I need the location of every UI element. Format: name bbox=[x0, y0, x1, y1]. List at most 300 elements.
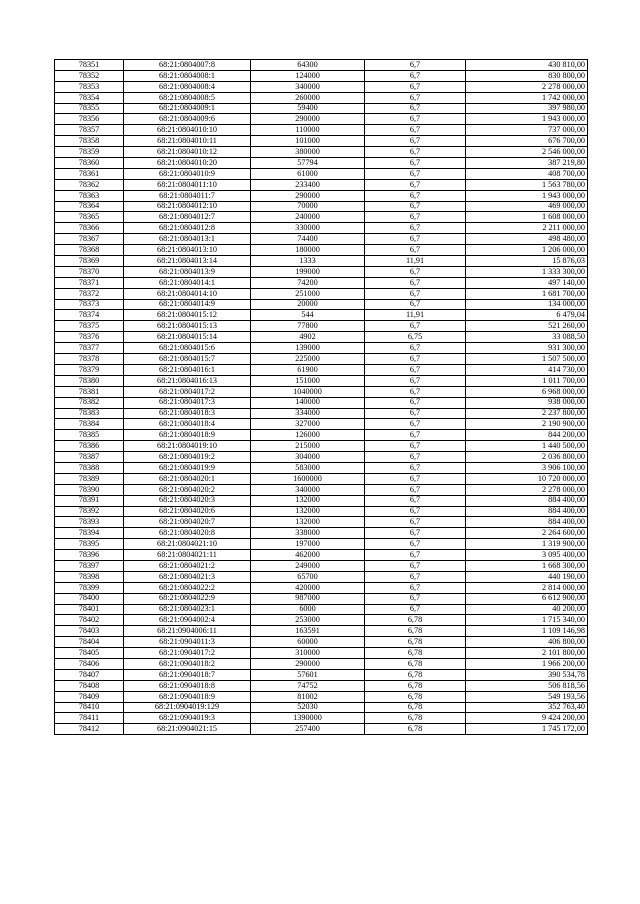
cell-cadastral-number: 68:21:0804022:9 bbox=[124, 593, 251, 604]
cell-cadastral-number: 68:21:0904021:15 bbox=[124, 724, 251, 735]
cell-amount: 2 211 000,00 bbox=[466, 223, 588, 234]
cell-cadastral-number: 68:21:0804013:9 bbox=[124, 266, 251, 277]
cell-amount: 397 980,00 bbox=[466, 103, 588, 114]
cell-cadastral-number: 68:21:0804019:9 bbox=[124, 462, 251, 473]
cell-area: 338000 bbox=[251, 528, 365, 539]
cell-cadastral-number: 68:21:0804013:10 bbox=[124, 245, 251, 256]
table-row bbox=[55, 92, 588, 103]
cell-area: 163591 bbox=[251, 626, 365, 637]
cell-amount: 2 546 000,00 bbox=[466, 147, 588, 158]
cell-amount: 676 700,00 bbox=[466, 136, 588, 147]
cell-cadastral-number: 68:21:0904017:2 bbox=[124, 648, 251, 659]
cell-amount: 498 480,00 bbox=[466, 234, 588, 245]
table-row bbox=[55, 70, 588, 81]
table-row bbox=[55, 484, 588, 495]
cell-rate: 6,7 bbox=[365, 223, 466, 234]
table-row bbox=[55, 310, 588, 321]
table-row bbox=[55, 212, 588, 223]
table-row bbox=[55, 604, 588, 615]
cell-cadastral-number: 68:21:0804019:10 bbox=[124, 441, 251, 452]
cell-row-number: 78376 bbox=[55, 332, 124, 343]
cell-area: 330000 bbox=[251, 223, 365, 234]
cell-cadastral-number: 68:21:0804017:3 bbox=[124, 397, 251, 408]
cell-amount: 352 763,40 bbox=[466, 702, 588, 713]
cell-rate: 6,7 bbox=[365, 158, 466, 169]
cell-cadastral-number: 68:21:0804015:14 bbox=[124, 332, 251, 343]
land-registry-table bbox=[54, 59, 588, 735]
cell-area: 240000 bbox=[251, 212, 365, 223]
cell-row-number: 78381 bbox=[55, 386, 124, 397]
cell-rate: 6,7 bbox=[365, 92, 466, 103]
cell-cadastral-number: 68:21:0904002:4 bbox=[124, 615, 251, 626]
table-row bbox=[55, 299, 588, 310]
cell-rate: 6,7 bbox=[365, 408, 466, 419]
table-row bbox=[55, 702, 588, 713]
cell-rate: 6,7 bbox=[365, 430, 466, 441]
cell-rate: 6,7 bbox=[365, 147, 466, 158]
cell-area: 61900 bbox=[251, 364, 365, 375]
cell-row-number: 78369 bbox=[55, 256, 124, 267]
table-row bbox=[55, 223, 588, 234]
cell-rate: 6,7 bbox=[365, 190, 466, 201]
cell-area: 334000 bbox=[251, 408, 365, 419]
cell-row-number: 78383 bbox=[55, 408, 124, 419]
cell-cadastral-number: 68:21:0804021:10 bbox=[124, 539, 251, 550]
cell-cadastral-number: 68:21:0804012:8 bbox=[124, 223, 251, 234]
table-row bbox=[55, 375, 588, 386]
cell-area: 340000 bbox=[251, 81, 365, 92]
cell-cadastral-number: 68:21:0904011:3 bbox=[124, 637, 251, 648]
table-row bbox=[55, 691, 588, 702]
cell-area: 1600000 bbox=[251, 473, 365, 484]
cell-cadastral-number: 68:21:0804020:2 bbox=[124, 484, 251, 495]
cell-cadastral-number: 68:21:0804008:5 bbox=[124, 92, 251, 103]
cell-row-number: 78402 bbox=[55, 615, 124, 626]
table-row bbox=[55, 158, 588, 169]
cell-rate: 6,7 bbox=[365, 473, 466, 484]
cell-cadastral-number: 68:21:0804013:14 bbox=[124, 256, 251, 267]
cell-row-number: 78359 bbox=[55, 147, 124, 158]
cell-cadastral-number: 68:21:0804021:3 bbox=[124, 571, 251, 582]
cell-rate: 6,7 bbox=[365, 593, 466, 604]
cell-cadastral-number: 68:21:0804020:1 bbox=[124, 473, 251, 484]
table-row bbox=[55, 125, 588, 136]
cell-row-number: 78391 bbox=[55, 495, 124, 506]
cell-amount: 497 140,00 bbox=[466, 277, 588, 288]
cell-rate: 6,7 bbox=[365, 539, 466, 550]
table-row bbox=[55, 517, 588, 528]
cell-area: 249000 bbox=[251, 560, 365, 571]
cell-rate: 6,7 bbox=[365, 354, 466, 365]
cell-area: 253000 bbox=[251, 615, 365, 626]
cell-area: 60000 bbox=[251, 637, 365, 648]
table-row bbox=[55, 408, 588, 419]
cell-row-number: 78379 bbox=[55, 364, 124, 375]
cell-amount: 3 095 400,00 bbox=[466, 550, 588, 561]
cell-amount: 2 036 800,00 bbox=[466, 452, 588, 463]
cell-area: 139000 bbox=[251, 343, 365, 354]
cell-rate: 6,7 bbox=[365, 397, 466, 408]
cell-area: 6000 bbox=[251, 604, 365, 615]
cell-row-number: 78382 bbox=[55, 397, 124, 408]
cell-rate: 6,7 bbox=[365, 484, 466, 495]
cell-cadastral-number: 68:21:0804020:6 bbox=[124, 506, 251, 517]
cell-rate: 6,78 bbox=[365, 637, 466, 648]
cell-area: 310000 bbox=[251, 648, 365, 659]
cell-row-number: 78394 bbox=[55, 528, 124, 539]
cell-row-number: 78364 bbox=[55, 201, 124, 212]
cell-row-number: 78363 bbox=[55, 190, 124, 201]
table-row bbox=[55, 430, 588, 441]
table-row bbox=[55, 354, 588, 365]
cell-area: 57601 bbox=[251, 669, 365, 680]
cell-area: 583000 bbox=[251, 462, 365, 473]
cell-amount: 938 000,00 bbox=[466, 397, 588, 408]
cell-amount: 387 219,80 bbox=[466, 158, 588, 169]
cell-amount: 737 000,00 bbox=[466, 125, 588, 136]
cell-area: 180000 bbox=[251, 245, 365, 256]
cell-rate: 6,7 bbox=[365, 571, 466, 582]
cell-rate: 6,7 bbox=[365, 103, 466, 114]
cell-row-number: 78400 bbox=[55, 593, 124, 604]
cell-cadastral-number: 68:21:0804008:4 bbox=[124, 81, 251, 92]
cell-rate: 6,7 bbox=[365, 375, 466, 386]
cell-cadastral-number: 68:21:0804016:1 bbox=[124, 364, 251, 375]
cell-rate: 6,7 bbox=[365, 550, 466, 561]
cell-row-number: 78390 bbox=[55, 484, 124, 495]
table-row bbox=[55, 397, 588, 408]
cell-area: 101000 bbox=[251, 136, 365, 147]
table-row bbox=[55, 473, 588, 484]
cell-rate: 6,7 bbox=[365, 288, 466, 299]
cell-area: 462000 bbox=[251, 550, 365, 561]
cell-rate: 6,7 bbox=[365, 582, 466, 593]
cell-rate: 6,7 bbox=[365, 528, 466, 539]
cell-amount: 40 200,00 bbox=[466, 604, 588, 615]
cell-area: 132000 bbox=[251, 506, 365, 517]
cell-rate: 6,7 bbox=[365, 114, 466, 125]
cell-rate: 6,78 bbox=[365, 626, 466, 637]
cell-area: 132000 bbox=[251, 517, 365, 528]
cell-amount: 134 000,00 bbox=[466, 299, 588, 310]
cell-cadastral-number: 68:21:0804014:9 bbox=[124, 299, 251, 310]
cell-area: 61000 bbox=[251, 168, 365, 179]
cell-row-number: 78360 bbox=[55, 158, 124, 169]
cell-area: 544 bbox=[251, 310, 365, 321]
cell-area: 340000 bbox=[251, 484, 365, 495]
cell-row-number: 78368 bbox=[55, 245, 124, 256]
cell-area: 20000 bbox=[251, 299, 365, 310]
cell-amount: 1 440 500,00 bbox=[466, 441, 588, 452]
cell-cadastral-number: 68:21:0904019:3 bbox=[124, 713, 251, 724]
cell-rate: 6,7 bbox=[365, 604, 466, 615]
cell-rate: 6,7 bbox=[365, 441, 466, 452]
cell-rate: 6,7 bbox=[365, 60, 466, 71]
cell-rate: 6,78 bbox=[365, 702, 466, 713]
cell-row-number: 78358 bbox=[55, 136, 124, 147]
cell-row-number: 78374 bbox=[55, 310, 124, 321]
cell-row-number: 78395 bbox=[55, 539, 124, 550]
cell-row-number: 78372 bbox=[55, 288, 124, 299]
cell-rate: 11,91 bbox=[365, 256, 466, 267]
table-row bbox=[55, 245, 588, 256]
cell-area: 260000 bbox=[251, 92, 365, 103]
table-row bbox=[55, 343, 588, 354]
cell-rate: 6,7 bbox=[365, 245, 466, 256]
cell-cadastral-number: 68:21:0804020:7 bbox=[124, 517, 251, 528]
cell-area: 4902 bbox=[251, 332, 365, 343]
cell-cadastral-number: 68:21:0904019:129 bbox=[124, 702, 251, 713]
cell-row-number: 78389 bbox=[55, 473, 124, 484]
cell-rate: 6,7 bbox=[365, 136, 466, 147]
cell-amount: 9 424 200,00 bbox=[466, 713, 588, 724]
cell-cadastral-number: 68:21:0904018:7 bbox=[124, 669, 251, 680]
cell-amount: 1 563 780,00 bbox=[466, 179, 588, 190]
cell-area: 124000 bbox=[251, 70, 365, 81]
cell-area: 151000 bbox=[251, 375, 365, 386]
cell-amount: 1 966 200,00 bbox=[466, 658, 588, 669]
cell-row-number: 78377 bbox=[55, 343, 124, 354]
cell-amount: 1 668 300,00 bbox=[466, 560, 588, 571]
cell-row-number: 78398 bbox=[55, 571, 124, 582]
cell-amount: 844 200,00 bbox=[466, 430, 588, 441]
cell-rate: 6,7 bbox=[365, 343, 466, 354]
cell-area: 290000 bbox=[251, 190, 365, 201]
cell-rate: 6,7 bbox=[365, 517, 466, 528]
cell-amount: 406 800,00 bbox=[466, 637, 588, 648]
cell-rate: 11,91 bbox=[365, 310, 466, 321]
cell-cadastral-number: 68:21:0904018:9 bbox=[124, 691, 251, 702]
cell-amount: 2 278 000,00 bbox=[466, 81, 588, 92]
cell-row-number: 78388 bbox=[55, 462, 124, 473]
cell-rate: 6,7 bbox=[365, 179, 466, 190]
cell-area: 987000 bbox=[251, 593, 365, 604]
cell-rate: 6,7 bbox=[365, 125, 466, 136]
cell-rate: 6,78 bbox=[365, 691, 466, 702]
table-row bbox=[55, 452, 588, 463]
table-row bbox=[55, 277, 588, 288]
cell-rate: 6,7 bbox=[365, 266, 466, 277]
cell-amount: 1 319 900,00 bbox=[466, 539, 588, 550]
cell-cadastral-number: 68:21:0804021:2 bbox=[124, 560, 251, 571]
cell-row-number: 78361 bbox=[55, 168, 124, 179]
cell-row-number: 78373 bbox=[55, 299, 124, 310]
cell-area: 57794 bbox=[251, 158, 365, 169]
cell-area: 199000 bbox=[251, 266, 365, 277]
cell-cadastral-number: 68:21:0804010:10 bbox=[124, 125, 251, 136]
cell-area: 233400 bbox=[251, 179, 365, 190]
cell-amount: 884 400,00 bbox=[466, 517, 588, 528]
cell-cadastral-number: 68:21:0804018:3 bbox=[124, 408, 251, 419]
cell-rate: 6,7 bbox=[365, 452, 466, 463]
cell-cadastral-number: 68:21:0804010:12 bbox=[124, 147, 251, 158]
cell-cadastral-number: 68:21:0804011:10 bbox=[124, 179, 251, 190]
cell-row-number: 78405 bbox=[55, 648, 124, 659]
cell-amount: 2 101 800,00 bbox=[466, 648, 588, 659]
cell-amount: 1 333 300,00 bbox=[466, 266, 588, 277]
cell-amount: 469 000,00 bbox=[466, 201, 588, 212]
cell-area: 64300 bbox=[251, 60, 365, 71]
cell-cadastral-number: 68:21:0904018:8 bbox=[124, 680, 251, 691]
cell-amount: 1 745 172,00 bbox=[466, 724, 588, 735]
cell-rate: 6,78 bbox=[365, 648, 466, 659]
cell-area: 140000 bbox=[251, 397, 365, 408]
cell-area: 380000 bbox=[251, 147, 365, 158]
cell-cadastral-number: 68:21:0904006:11 bbox=[124, 626, 251, 637]
cell-area: 257400 bbox=[251, 724, 365, 735]
table-row bbox=[55, 168, 588, 179]
cell-area: 290000 bbox=[251, 114, 365, 125]
cell-cadastral-number: 68:21:0804018:4 bbox=[124, 419, 251, 430]
table-row bbox=[55, 266, 588, 277]
table-row bbox=[55, 626, 588, 637]
cell-amount: 1 742 000,00 bbox=[466, 92, 588, 103]
cell-amount: 6 479,04 bbox=[466, 310, 588, 321]
cell-cadastral-number: 68:21:0804012:10 bbox=[124, 201, 251, 212]
table-row bbox=[55, 81, 588, 92]
cell-row-number: 78380 bbox=[55, 375, 124, 386]
cell-cadastral-number: 68:21:0804013:1 bbox=[124, 234, 251, 245]
cell-amount: 2 237 800,00 bbox=[466, 408, 588, 419]
cell-cadastral-number: 68:21:0804015:7 bbox=[124, 354, 251, 365]
cell-cadastral-number: 68:21:0804015:12 bbox=[124, 310, 251, 321]
cell-row-number: 78387 bbox=[55, 452, 124, 463]
cell-amount: 430 810,00 bbox=[466, 60, 588, 71]
cell-area: 77800 bbox=[251, 321, 365, 332]
cell-rate: 6,78 bbox=[365, 713, 466, 724]
table-row bbox=[55, 648, 588, 659]
cell-amount: 1 943 000,00 bbox=[466, 114, 588, 125]
cell-rate: 6,7 bbox=[365, 168, 466, 179]
cell-row-number: 78412 bbox=[55, 724, 124, 735]
cell-cadastral-number: 68:21:0804015:6 bbox=[124, 343, 251, 354]
table-row bbox=[55, 364, 588, 375]
cell-amount: 3 906 100,00 bbox=[466, 462, 588, 473]
cell-row-number: 78406 bbox=[55, 658, 124, 669]
cell-amount: 884 400,00 bbox=[466, 506, 588, 517]
cell-row-number: 78351 bbox=[55, 60, 124, 71]
cell-rate: 6,7 bbox=[365, 70, 466, 81]
cell-cadastral-number: 68:21:0804007:8 bbox=[124, 60, 251, 71]
table-row bbox=[55, 201, 588, 212]
cell-amount: 10 720 000,00 bbox=[466, 473, 588, 484]
cell-cadastral-number: 68:21:0804017:2 bbox=[124, 386, 251, 397]
cell-row-number: 78404 bbox=[55, 637, 124, 648]
table-row bbox=[55, 560, 588, 571]
cell-amount: 1 943 000,00 bbox=[466, 190, 588, 201]
table-row bbox=[55, 582, 588, 593]
cell-area: 74400 bbox=[251, 234, 365, 245]
cell-rate: 6,7 bbox=[365, 234, 466, 245]
cell-cadastral-number: 68:21:0804010:11 bbox=[124, 136, 251, 147]
cell-cadastral-number: 68:21:0804010:20 bbox=[124, 158, 251, 169]
cell-rate: 6,7 bbox=[365, 277, 466, 288]
cell-rate: 6,75 bbox=[365, 332, 466, 343]
table-row bbox=[55, 550, 588, 561]
cell-amount: 33 088,50 bbox=[466, 332, 588, 343]
cell-cadastral-number: 68:21:0804014:10 bbox=[124, 288, 251, 299]
cell-area: 65700 bbox=[251, 571, 365, 582]
table-row bbox=[55, 462, 588, 473]
table-row bbox=[55, 136, 588, 147]
cell-area: 110000 bbox=[251, 125, 365, 136]
cell-row-number: 78355 bbox=[55, 103, 124, 114]
table-row bbox=[55, 60, 588, 71]
cell-area: 59400 bbox=[251, 103, 365, 114]
cell-rate: 6,7 bbox=[365, 81, 466, 92]
cell-row-number: 78410 bbox=[55, 702, 124, 713]
cell-amount: 2 264 600,00 bbox=[466, 528, 588, 539]
table-row bbox=[55, 506, 588, 517]
cell-row-number: 78357 bbox=[55, 125, 124, 136]
cell-row-number: 78370 bbox=[55, 266, 124, 277]
cell-cadastral-number: 68:21:0804020:3 bbox=[124, 495, 251, 506]
cell-cadastral-number: 68:21:0804018:9 bbox=[124, 430, 251, 441]
table-row bbox=[55, 571, 588, 582]
cell-rate: 6,78 bbox=[365, 658, 466, 669]
cell-rate: 6,78 bbox=[365, 724, 466, 735]
cell-row-number: 78393 bbox=[55, 517, 124, 528]
cell-area: 251000 bbox=[251, 288, 365, 299]
cell-rate: 6,7 bbox=[365, 201, 466, 212]
cell-rate: 6,7 bbox=[365, 321, 466, 332]
cell-row-number: 78403 bbox=[55, 626, 124, 637]
cell-amount: 1 206 000,00 bbox=[466, 245, 588, 256]
cell-row-number: 78367 bbox=[55, 234, 124, 245]
cell-row-number: 78366 bbox=[55, 223, 124, 234]
cell-rate: 6,7 bbox=[365, 364, 466, 375]
cell-rate: 6,7 bbox=[365, 495, 466, 506]
table-row bbox=[55, 658, 588, 669]
cell-area: 74752 bbox=[251, 680, 365, 691]
table-row bbox=[55, 234, 588, 245]
cell-row-number: 78411 bbox=[55, 713, 124, 724]
cell-rate: 6,7 bbox=[365, 299, 466, 310]
cell-amount: 1 681 700,00 bbox=[466, 288, 588, 299]
table-row bbox=[55, 190, 588, 201]
table-body bbox=[55, 60, 588, 735]
cell-cadastral-number: 68:21:0804012:7 bbox=[124, 212, 251, 223]
cell-area: 225000 bbox=[251, 354, 365, 365]
cell-amount: 440 190,00 bbox=[466, 571, 588, 582]
table-row bbox=[55, 114, 588, 125]
table-row bbox=[55, 147, 588, 158]
table-row bbox=[55, 103, 588, 114]
cell-rate: 6,7 bbox=[365, 462, 466, 473]
cell-area: 197000 bbox=[251, 539, 365, 550]
cell-rate: 6,7 bbox=[365, 419, 466, 430]
cell-amount: 408 700,00 bbox=[466, 168, 588, 179]
cell-cadastral-number: 68:21:0804011:7 bbox=[124, 190, 251, 201]
cell-cadastral-number: 68:21:0804009:1 bbox=[124, 103, 251, 114]
cell-row-number: 78399 bbox=[55, 582, 124, 593]
cell-amount: 1 507 500,00 bbox=[466, 354, 588, 365]
cell-rate: 6,78 bbox=[365, 615, 466, 626]
cell-amount: 549 193,56 bbox=[466, 691, 588, 702]
cell-row-number: 78392 bbox=[55, 506, 124, 517]
cell-amount: 2 814 000,00 bbox=[466, 582, 588, 593]
table-row bbox=[55, 615, 588, 626]
table-row bbox=[55, 179, 588, 190]
cell-cadastral-number: 68:21:0804019:2 bbox=[124, 452, 251, 463]
cell-row-number: 78371 bbox=[55, 277, 124, 288]
table-row bbox=[55, 256, 588, 267]
cell-row-number: 78407 bbox=[55, 669, 124, 680]
cell-row-number: 78365 bbox=[55, 212, 124, 223]
cell-row-number: 78401 bbox=[55, 604, 124, 615]
cell-amount: 414 730,00 bbox=[466, 364, 588, 375]
cell-row-number: 78397 bbox=[55, 560, 124, 571]
